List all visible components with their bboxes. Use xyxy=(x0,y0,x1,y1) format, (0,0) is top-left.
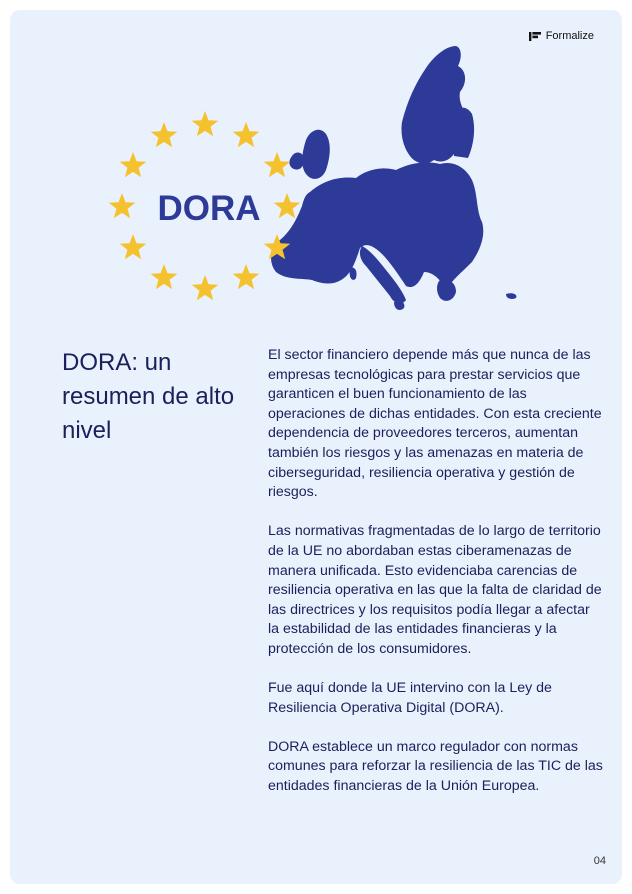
star-12 xyxy=(151,122,178,147)
hero-illustration xyxy=(10,10,622,330)
star-11 xyxy=(120,152,147,177)
star-4 xyxy=(274,193,301,218)
page xyxy=(10,10,622,884)
paragraph-3: Fue aquí donde la UE intervino con la Ley de Resiliencia Operativa Digital (DORA). xyxy=(268,680,552,716)
hero-title: DORA xyxy=(157,189,261,228)
star-2 xyxy=(233,122,260,147)
brand-name: Formalize xyxy=(545,30,594,42)
section-title: DORA: un resumen de alto nivel xyxy=(62,349,235,444)
star-1 xyxy=(192,111,219,136)
star-10 xyxy=(109,193,136,218)
star-8 xyxy=(151,264,178,289)
paragraph-4: DORA establece un marco regulador con normas comunes para reforzar la resiliencia de las TIC de las entidades financieras de la Unión Europea. xyxy=(268,738,603,795)
star-6 xyxy=(233,264,260,289)
section-body xyxy=(268,346,604,816)
europe-map xyxy=(271,46,516,310)
star-7 xyxy=(192,275,219,300)
page-number: 04 xyxy=(593,855,606,867)
paragraph-2: Las normativas fragmentadas de lo largo de territorio de la UE no abordaban estas ciberamenazas de manera unificada. Esto evidenciaba carencias de resiliencia operativa en las que la falta de claridad de las directrices y los requisitos podía llegar a afectar la estabilidad de las entidades financieras y la protección de los consumidores. xyxy=(268,523,602,657)
paragraph-1: El sector financiero depende más que nunca de las empresas tecnológicas para prestar servicios que garanticen el buen funcionamiento de las operaciones de dichas entidades. Con esta creciente dependencia de proveedores terceros, aumentan también los riesgos y las amenazas en materia de ciberseguridad, resiliencia operativa y gestión de riesgos. xyxy=(268,347,602,501)
star-9 xyxy=(120,234,147,259)
star-3 xyxy=(264,152,291,177)
